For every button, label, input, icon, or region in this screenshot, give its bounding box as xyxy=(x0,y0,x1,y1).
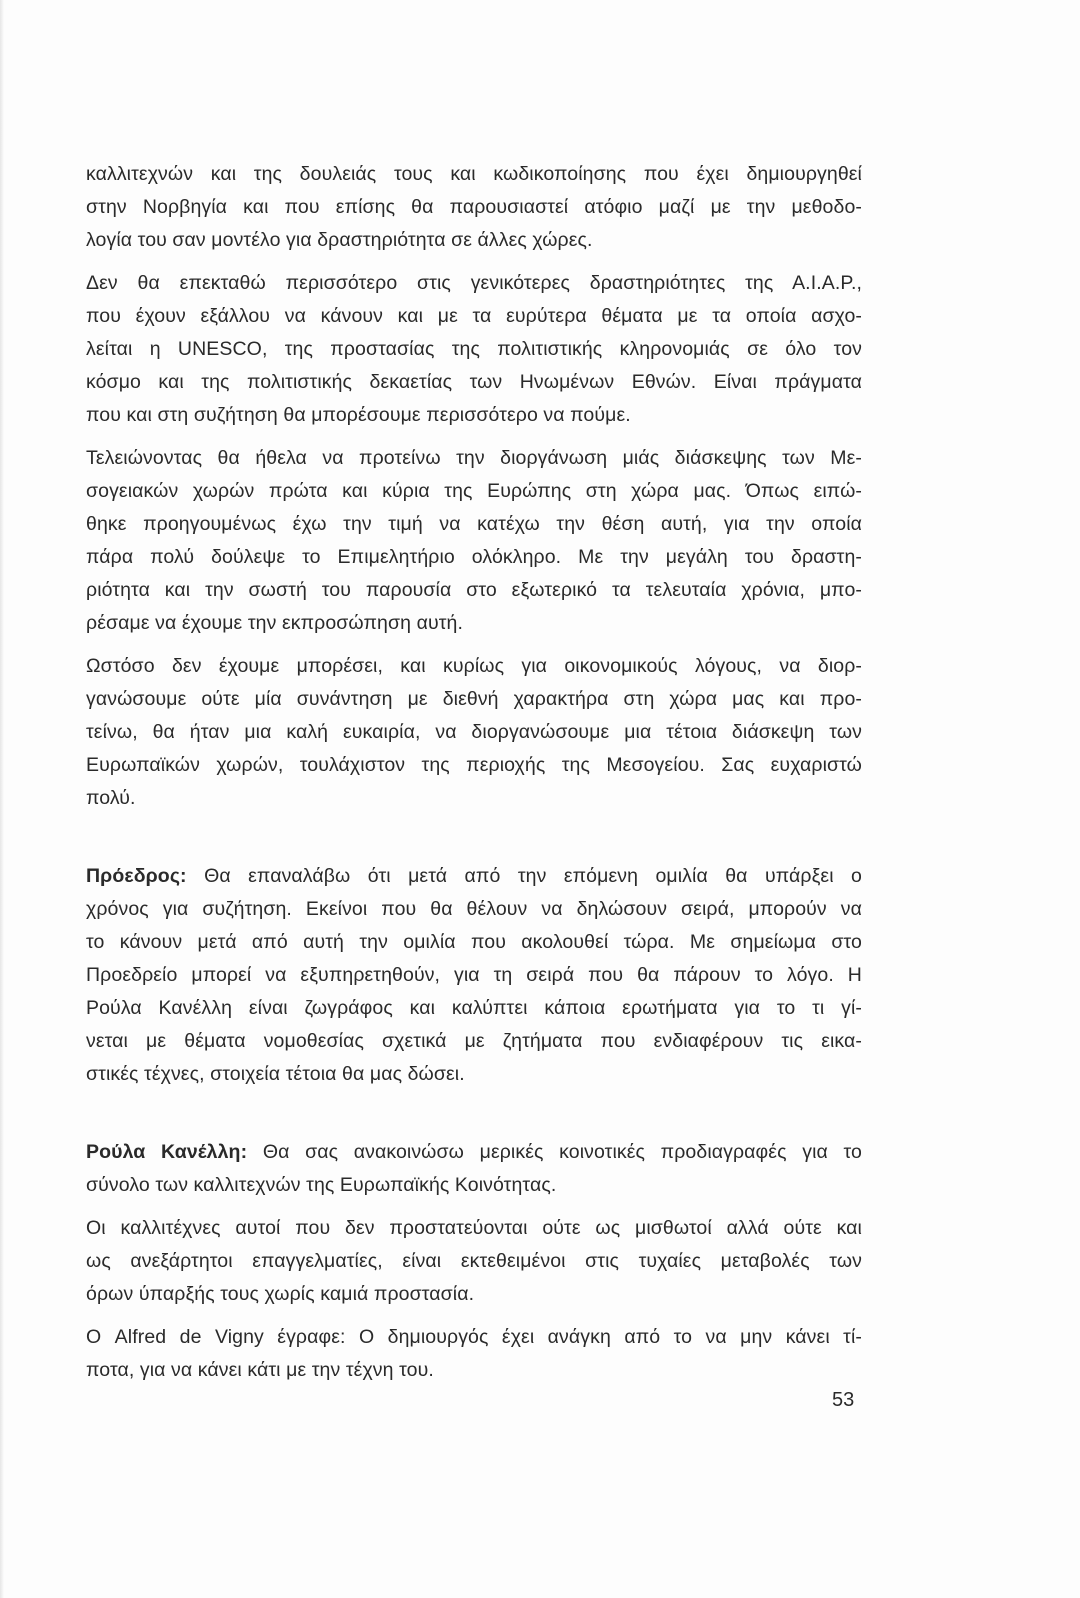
text-line: ριότητα και την σωστή του παρουσία στο εξωτερικό τα τελευταία χρόνια, μπο- xyxy=(86,579,862,601)
text-line: όρων ύπαρξής τους χωρίς καμιά προστασία. xyxy=(86,1283,475,1305)
speaker-label-president: Πρόεδρος: xyxy=(86,865,187,887)
text-line: τείνω, θα ήταν μια καλή ευκαιρία, να διοργανώσουμε μια τέτοια διάσκεψη των xyxy=(86,721,862,743)
text-line: θηκε προηγουμένως έχω την τιμή να κατέχω την θέση αυτή, για την οποία xyxy=(86,513,862,535)
text-line: που και στη συζήτηση θα μπορέσουμε περισσότερο να πούμε. xyxy=(86,404,631,426)
text-line: στην Νορβηγία και που επίσης θα παρουσιαστεί ατόφιο μαζί με την μεθοδο- xyxy=(86,196,862,218)
speaker-label-kanelli: Ρούλα Κανέλλη: xyxy=(86,1141,248,1163)
text-line: Τελειώνοντας θα ήθελα να προτείνω την διοργάνωση μιάς διάσκεψης των Με- xyxy=(86,447,862,469)
text-line: λείται η UNESCO, της προστασίας της πολιτιστικής κληρονομιάς σε όλο τον xyxy=(86,338,862,360)
text-line: ρέσαμε να έχουμε την εκπροσώπηση αυτή. xyxy=(86,612,463,634)
paragraph-aiap xyxy=(86,267,862,432)
paragraph-vigny-quote xyxy=(86,1321,862,1387)
page-body xyxy=(86,158,862,1387)
text-line: λογία του σαν μοντέλο για δραστηριότητα σε άλλες χώρες. xyxy=(86,229,593,251)
paragraph-closing-thanks xyxy=(86,650,862,815)
text-line: σύνολο των καλλιτεχνών της Ευρωπαϊκής Κοινότητας. xyxy=(86,1174,557,1196)
text-line: πάρα πολύ δούλεψε το Επιμελητήριο ολόκληρο. Με την μεγάλη του δραστη- xyxy=(86,546,862,568)
text-line: ποτα, για να κάνει κάτι με την τέχνη του. xyxy=(86,1359,434,1381)
page-edge xyxy=(0,0,4,1598)
text-line: Δεν θα επεκταθώ περισσότερο στις γενικότερες δραστηριότητες της Α.Ι.Α.Ρ., xyxy=(86,272,862,294)
paragraph-norway xyxy=(86,158,862,257)
text-line: το κάνουν μετά από αυτή την ομιλία που ακολουθεί τώρα. Με σημείωμα στο xyxy=(86,931,862,953)
text-line: Οι καλλιτέχνες αυτοί που δεν προστατεύονται ούτε ως μισθωτοί αλλά ούτε και xyxy=(86,1217,862,1239)
text-line: νεται με θέματα νομοθεσίας σχετικά με ζητήματα που ενδιαφέρουν τις εικα- xyxy=(86,1030,862,1052)
text-line: Ωστόσο δεν έχουμε μπορέσει, και κυρίως για οικονομικούς λόγους, να διορ- xyxy=(86,655,862,677)
kanelli-remarks xyxy=(86,1136,862,1202)
paragraph-artists-protection xyxy=(86,1212,862,1311)
text-line: που έχουν εξάλλου να κάνουν και με τα ευρύτερα θέματα με τα οποία ασχο- xyxy=(86,305,862,327)
page-number: 53 xyxy=(832,1389,855,1411)
speech-text: Θα σας ανακοινώσω μερικές κοινοτικές προδιαγραφές για το xyxy=(247,1141,862,1163)
text-line: Προεδρείο μπορεί να εξυπηρετηθούν, για τη σειρά που θα πάρουν το λόγο. Η xyxy=(86,964,862,986)
text-line: πολύ. xyxy=(86,787,136,809)
text-line: γανώσουμε ούτε μία συνάντηση με διεθνή χαρακτήρα στη χώρα μας και προ- xyxy=(86,688,862,710)
text-line: ως ανεξάρτητοι επαγγελματίες, είναι εκτεθειμένοι στις τυχαίες μεταβολές των xyxy=(86,1250,862,1272)
text-line xyxy=(86,860,862,893)
paragraph-conference-proposal xyxy=(86,442,862,640)
text-line: Ρούλα Κανέλλη είναι ζωγράφος και καλύπτει κάποια ερωτήματα για το τι γί- xyxy=(86,997,862,1019)
text-line: καλλιτεχνών και της δουλειάς τους και κωδικοποίησης που έχει δημιουργηθεί xyxy=(86,163,862,185)
text-line: Ο Alfred de Vigny έγραφε: Ο δημιουργός έχει ανάγκη από το να μην κάνει τί- xyxy=(86,1326,862,1348)
president-remarks xyxy=(86,860,862,1091)
text-line: σογειακών χωρών πρώτα και κύρια της Ευρώπης στη χώρα μας. Όπως ειπώ- xyxy=(86,480,862,502)
text-line: χρόνος για συζήτηση. Εκείνοι που θα θέλουν να δηλώσουν σειρά, μπορούν να xyxy=(86,898,862,920)
text-line xyxy=(86,1136,862,1169)
speech-text: Θα επαναλάβω ότι μετά από την επόμενη ομιλία θα υπάρξει ο xyxy=(186,865,862,887)
text-line: κόσμο και της πολιτιστικής δεκαετίας των Ηνωμένων Εθνών. Είναι πράγματα xyxy=(86,371,862,393)
text-line: στικές τέχνες, στοιχεία τέτοια θα μας δώσει. xyxy=(86,1063,465,1085)
text-line: Ευρωπαϊκών χωρών, τουλάχιστον της περιοχής της Μεσογείου. Σας ευχαριστώ xyxy=(86,754,862,776)
